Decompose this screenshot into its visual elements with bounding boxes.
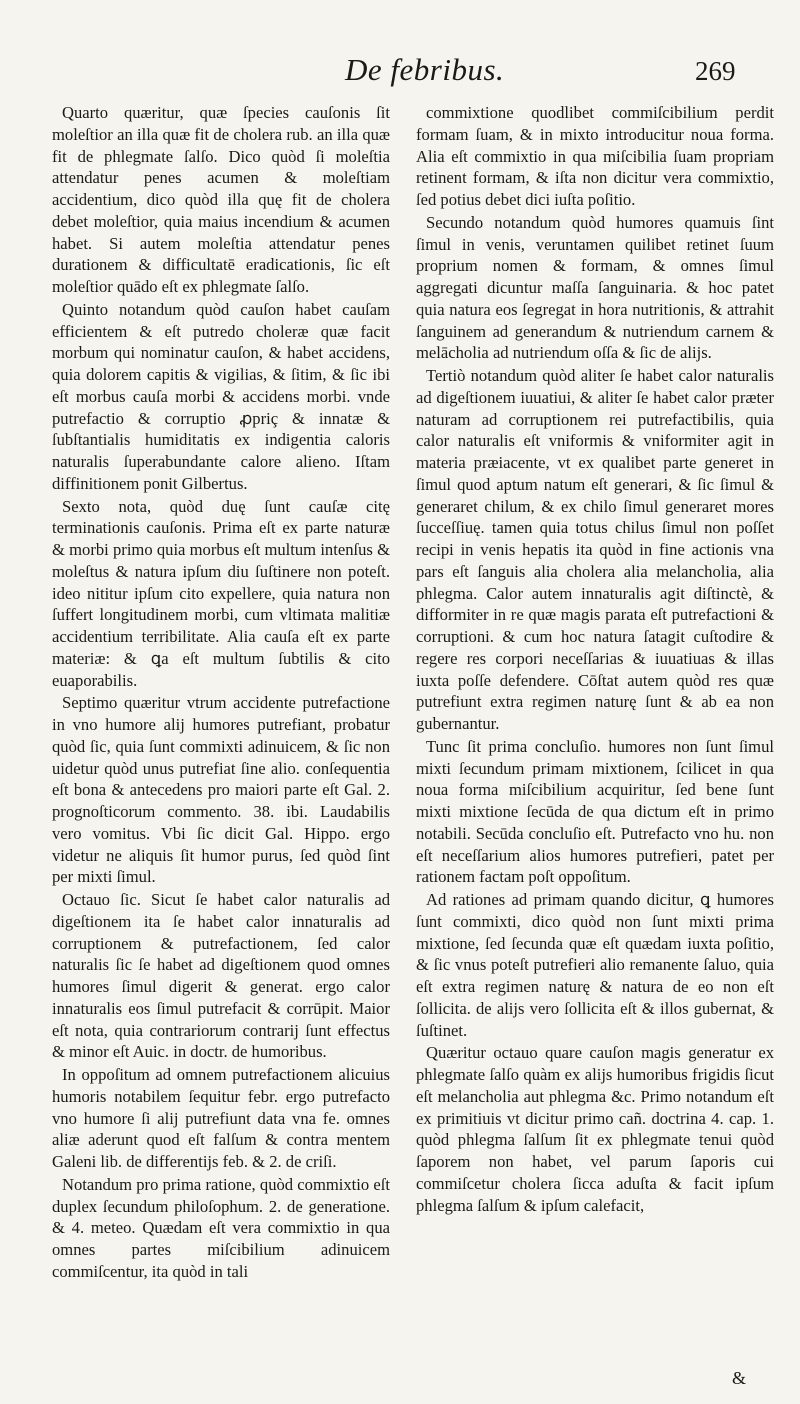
- running-title: De febribus.: [345, 52, 505, 87]
- paragraph-in-oppositum: In oppoſitum ad omnem putrefactionem alicuius humoris notabilem ſequitur febr. ergo putrefacto vno humore ſi alij putrefiunt data vna fe. omnes aliæ aderunt quod eſt falſum & contra mentem Galeni lib. de differentijs feb. & 2. de criſi.: [52, 1065, 390, 1171]
- paragraph-ad-rationes: Ad rationes ad primam quando dicitur, ꝗ humores ſunt commixti, dico quòd non ſunt mixti prima mixtione, ſed ſecunda quæ eſt quædam iuxta poſitio, & ſic vnus poteſt putrefieri alio remanente ſaluo, quia eſt extra regimen naturę & natura de eo non eſt ſollicita. de alijs vero ſollicita eſt & illos gubernat, & ſuſtinet.: [416, 890, 774, 1040]
- paragraph-sexto: Sexto nota, quòd duę ſunt cauſæ citę terminationis cauſonis. Prima eſt ex parte naturæ & morbi primo quia morbus eſt multum intenſus & moleſtus & natura ipſum diu ſuſtinere non poteſt. ideo nititur ipſum cito expellere, quia natura non ſuffert longitudinem morbi, cum vltimata malitiæ accidentium terribilitate. Alia cauſa eſt ex parte materiæ: & ꝗa eſt multum ſubtilis & cito euaporabilis.: [52, 496, 390, 690]
- paragraph-septimo: Septimo quæritur vtrum accidente putrefactione in vno humore alij humores putrefiant, probatur quòd ſic, quia ſunt commixti adinuicem, & ſic non uidetur quòd unus putrefiat ſine alio. conſequentia eſt bona & antecedens pro maiori parte eſt Gal. 2. prognoſticorum commento. 38. ibi. Laudabilis vero vomitus. Vbi ſic dicit Gal. Hippo. ergo videtur ne aliquis ſit humor purus, ſed quòd ſint per mixti ſimul.: [52, 693, 390, 887]
- paragraph-commixtione: commixtione quodlibet commiſcibilium perdit formam ſuam, & in mixto introducitur noua forma. Alia eſt commixtio in qua miſcibilia ſuam propriam retinent formam, & iſta non dicitur vera commixtio, ſed potius debet dici iuſta poſitio.: [416, 103, 774, 209]
- page-header: [0, 52, 800, 96]
- paragraph-conclusio: Tunc ſit prima concluſio. humores non ſunt ſimul mixti ſecundum primam mixtionem, ſcilicet in qua noua forma miſcibilium acquiritur, ſed bene ſunt mixti mixtione ſecūda de qua dictum eſt in primo notabili. Secūda concluſio eſt. Putrefacto vno hu. non eſt neceſſarium alios humores putrefieri, patet per rationem factam poſt oppoſitum.: [416, 736, 774, 887]
- paragraph-octauo: Octauo ſic. Sicut ſe habet calor naturalis ad digeſtionem ita ſe habet calor innaturalis ad corruptionem & putrefactionem, ſed calor naturalis ſic ſe habet ad digeſtionem quod omnes humores ſimul digerit & generat. ergo calor innaturalis eos ſimul putrefacit & corrūpit. Maior eſt nota, quia contrariorum contrarij ſunt effectus & minor eſt Auic. in doctr. de humoribus.: [52, 890, 390, 1062]
- paragraph-quinto: Quinto notandum quòd cauſon habet cauſam efficientem & eſt putredo choleræ quæ facit morbum qui nominatur cauſon, & habet accidens, quia dolorem capitis & vigilias, & ſitim, & ſic ibi eſt morbus cauſa morbi & accidens morbi. vnde putrefactio & corruptio ꝓpriç & innatæ & ſubſtantialis humiditatis ex indigentia caloris naturalis ſuperabundante calore alieno. Iſtam diffinitionem ponit Gilbertus.: [52, 299, 390, 493]
- paragraph-secundo: Secundo notandum quòd humores quamuis ſint ſimul in venis, veruntamen quilibet retinet ſuum proprium nomen & formam, & omnes ſimul aggregati dicuntur maſſa ſanguinaria. & hoc patet quia natura eos ſegregat in hora nutritionis, & attrahit ſanguinem ad generandum & nutriendum carnem & melācholia ad nutriendum oſſa & ſic de alijs.: [416, 212, 774, 363]
- right-column: [416, 102, 774, 1216]
- page-number: 269: [695, 56, 736, 86]
- paragraph-notandum: Notandum pro prima ratione, quòd commixtio eſt duplex ſecundum philoſophum. 2. de generatione. & 4. meteo. Quædam eſt vera commixtio in qua omnes partes miſcibilium adinuicem commiſcentur, ita quòd in tali: [52, 1174, 390, 1281]
- catchword: &: [732, 1368, 747, 1388]
- paragraph-quarto: Quarto quæritur, quæ ſpecies cauſonis ſit moleſtior an illa quæ fit de cholera rub. an illa quæ fit de phlegmate ſalſo. Dico quòd ſi moleſtia attendatur penes acumen & moleſtiam accidentium, dico quòd illa quę fit de cholera debet moleſtior, quia maius incendium & acumen habet. Si autem moleſtia attendatur penes durationem & difficultatē eradicationis, ſic eſt moleſtior quādo eſt ex phlegmate ſalſo.: [52, 103, 390, 296]
- paragraph-tertio: Tertiò notandum quòd aliter ſe habet calor naturalis ad digeſtionem iuuatiui, & aliter ſe habet calor præter naturam ad corruptionem rei putrefactibilis, quia calor naturalis eſt vniformis & vniformiter agit in materia præiacente, vt ex qualibet parte generet in ſimul quod aptum natum eſt generari, & ſic ſimul & generaret chilum, & ex chilo ſimul generaret mores ſucceſſiuę. tamen quia totus chilus ſimul non poſſet recipi in venis hepatis ita quòd in fine actionis vna pars eſt ſanguis alia cholera alia melancholia, alia phlegma. Calor autem innaturalis agit diſtinctè, & difformiter in re quæ magis parata eſt putrefactioni & corruptioni. & cum hoc natura ſatagit cuſtodire & regere res corpori neceſſarias & iuuatiuas & illas iuxta poſſe defendere. Cōſtat autem quòd res quæ putrefiunt extra regimen naturę ſunt & ab ea non gubernantur.: [416, 366, 774, 733]
- left-column: [52, 102, 390, 1283]
- paragraph-quaeritur-octauo: Quæritur octauo quare cauſon magis generatur ex phlegmate ſalſo quàm ex alijs humoribus frigidis ſicut eſt melancholia aut phlegma &c. Primo notandum eſt ex primitiuis vt dicitur primo cañ. doctrina 4. cap. 1. quòd phlegma ſalſum ſit ex phlegmate tenui quòd ſaporem non habet, vel parum ſaporis cui commiſcetur cholera ſicca aduſta & facit ipſum phlegma ſalſum & ipſum calefacit,: [416, 1043, 774, 1215]
